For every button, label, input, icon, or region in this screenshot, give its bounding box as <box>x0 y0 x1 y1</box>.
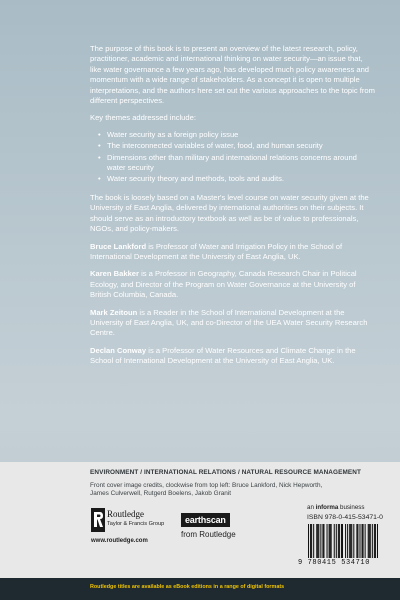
author-bio-lankford <box>90 242 375 263</box>
informa-prefix: an <box>307 504 316 511</box>
earthscan-wordmark: earthscan <box>181 513 230 527</box>
informa-tag <box>307 504 364 511</box>
theme-item: • Dimensions other than military and international relations concerns around water security <box>100 153 375 174</box>
author-bio: is a Reader in the School of International Development at the University of East Anglia, UK, and co-Director of the UEA Water Security Research Centre. <box>90 307 368 338</box>
barcode-icon <box>308 524 378 558</box>
blurb-text <box>90 44 375 374</box>
routledge-wordmark: Routledge <box>107 509 144 519</box>
author-bio: is Professor of Water and Irrigation Policy in the School of International Development at the University of East Anglia, UK. <box>90 241 343 261</box>
informa-word: informa <box>315 504 339 511</box>
theme-item: • Water security theory and methods, tools and audits. <box>100 174 375 184</box>
isbn-number: ISBN 978-0-415-53471-0 <box>307 514 383 521</box>
footer-bar <box>0 578 400 600</box>
author-name: Bruce Lankford <box>90 241 147 251</box>
author-bio: is a Professor in Geography, Canada Research Chair in Political Ecology, and Director of the Program on Water Governance at the University of British Columbia, Canada. <box>90 269 357 300</box>
author-bio-zeitoun <box>90 308 375 339</box>
intro-paragraph: The purpose of this book is to present an overview of the latest research, policy, practitioner, academic and international thinking on water security—an issue that, like water governance a few years ago, has developed much policy awareness and momentum with a wide range of stakeholders. As a concept it is open to multiple interpretations, and the authors here set out the various approaches to the topic from different perspectives. <box>90 44 375 106</box>
theme-item: • The interconnected variables of water, food, and human security <box>100 141 375 151</box>
author-name: Karen Bakker <box>90 269 139 279</box>
routledge-logo-icon <box>91 508 105 532</box>
author-bio-conway <box>90 346 375 367</box>
author-name: Declan Conway <box>90 345 147 355</box>
ebook-notice: Routledge titles are available as eBook editions in a range of digital formats <box>90 584 285 590</box>
themes-list <box>90 130 375 185</box>
theme-item: • Water security as a foreign policy issue <box>100 130 375 140</box>
themes-heading: Key themes addressed include: <box>90 113 196 123</box>
routledge-subtitle: Taylor & Francis Group <box>107 521 165 527</box>
barcode-digits: 9 780415 534710 <box>298 559 371 567</box>
subject-categories: ENVIRONMENT / INTERNATIONAL RELATIONS / NATURAL RESOURCE MANAGEMENT <box>90 469 361 476</box>
author-name: Mark Zeitoun <box>90 307 138 317</box>
author-bio: is a Professor of Water Resources and Climate Change in the School of International Development at the University of East Anglia, UK. <box>90 345 356 366</box>
earthscan-logo <box>181 510 251 540</box>
author-bio-bakker <box>90 269 375 300</box>
publisher-panel <box>0 462 400 600</box>
image-credits: Front cover image credits, clockwise from top left: Bruce Lankford, Nick Hepworth, James Culverwell, Rutgerd Boelens, Jakob Granit <box>90 482 323 498</box>
publisher-url: www.routledge.com <box>91 538 148 544</box>
earthscan-from: from Routledge <box>181 530 236 539</box>
course-paragraph: The book is loosely based on a Master's level course on water security given at the University of East Anglia, delivered by international authorities on their subjects. It should serve as an introductory textbook as well as be of value to professionals, NGOs, and policy-makers. <box>90 192 369 234</box>
informa-suffix: business <box>338 504 365 511</box>
